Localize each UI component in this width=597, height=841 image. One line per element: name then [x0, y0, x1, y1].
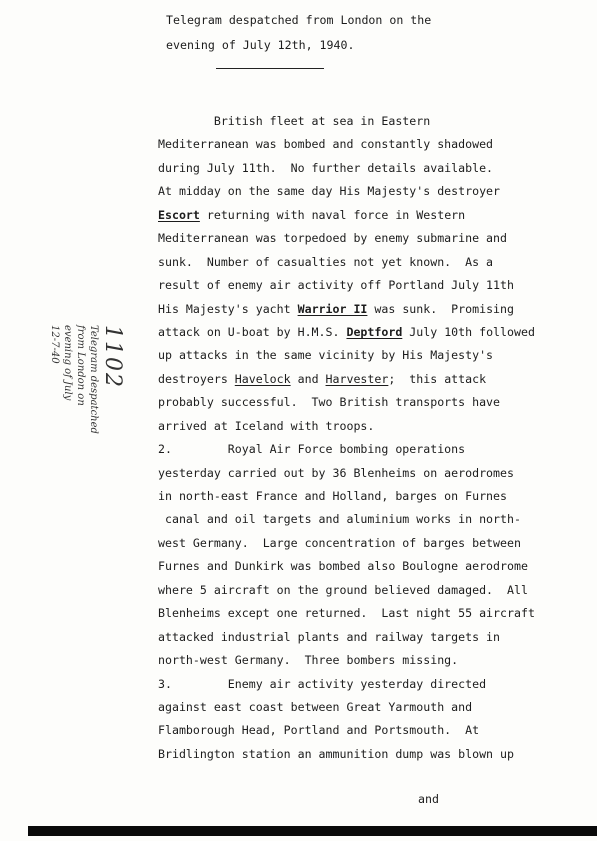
- telegram-header: [166, 8, 431, 58]
- header-line-2: evening of July 12th, 1940.: [166, 38, 355, 52]
- body-text: July 10th followed: [402, 324, 535, 339]
- body-line: [158, 532, 588, 555]
- body-line: [158, 368, 588, 391]
- body-line: [158, 602, 588, 625]
- body-line: [158, 344, 588, 367]
- body-text: 2. Royal Air Force bombing operations: [158, 442, 466, 457]
- header-line-1: Telegram despatched from London on the: [166, 13, 432, 27]
- body-text: 3. Enemy air activity yesterday directed: [158, 676, 487, 691]
- body-text: result of enemy air activity off Portland July 11th: [158, 278, 514, 293]
- body-line: [158, 391, 588, 414]
- body-line: [158, 743, 588, 766]
- body-line: [158, 673, 588, 696]
- body-text: destroyers: [158, 371, 235, 386]
- body-text: canal and oil targets and aluminium works in north-: [158, 512, 521, 527]
- body-line: [158, 133, 588, 156]
- body-line: [158, 438, 588, 461]
- body-text: Blenheims except one returned. Last night 55 aircraft: [158, 606, 535, 621]
- emphasized-text: Harvester: [325, 371, 389, 386]
- body-line: [158, 180, 588, 203]
- body-text: attack on U-boat by H.M.S.: [158, 324, 347, 339]
- body-text: west Germany. Large concentration of barges between: [158, 535, 521, 550]
- body-text: At midday on the same day His Majesty's destroyer: [158, 184, 501, 199]
- body-text: His Majesty's yacht: [158, 301, 298, 316]
- body-text: Bridlington station an ammunition dump was blown up: [158, 746, 514, 761]
- margin-note-line: 12-7-40: [49, 325, 60, 364]
- body-text: where 5 aircraft on the ground believed damaged. All: [158, 582, 528, 597]
- body-text: British fleet at sea in Eastern: [158, 114, 431, 128]
- body-line: [158, 251, 588, 274]
- body-text: Flamborough Head, Portland and Portsmouth. At: [158, 723, 480, 738]
- emphasized-text: Warrior II: [297, 301, 368, 316]
- body-line: [158, 696, 588, 719]
- emphasized-text: Escort: [158, 207, 200, 222]
- emphasized-text: Havelock: [234, 371, 291, 386]
- scan-edge-bar: [28, 826, 597, 836]
- header-divider: [216, 68, 324, 69]
- margin-note-line: from London on: [75, 325, 86, 406]
- body-line: [158, 626, 588, 649]
- body-line: [158, 415, 588, 438]
- body-text: Furnes and Dunkirk was bombed also Boulogne aerodrome: [158, 559, 528, 574]
- body-line: [158, 157, 588, 180]
- body-text: and: [290, 371, 326, 386]
- body-line: [158, 508, 588, 531]
- margin-note-line: Telegram despatched: [88, 325, 99, 434]
- catchword: and: [418, 792, 439, 806]
- body-line: [158, 298, 588, 321]
- body-text: attacked industrial plants and railway targets in: [158, 629, 501, 644]
- body-text: arrived at Iceland with troops.: [158, 418, 375, 433]
- body-line: [158, 274, 588, 297]
- body-text: during July 11th. No further details available.: [158, 160, 494, 175]
- margin-note-line: evening of July: [62, 325, 73, 401]
- body-line: [158, 462, 588, 485]
- handwritten-margin-note: [35, 325, 125, 475]
- body-text: was sunk. Promising: [367, 301, 515, 316]
- body-line: [158, 579, 588, 602]
- body-line: [158, 649, 588, 672]
- margin-note-number: 1102: [100, 325, 125, 389]
- body-line: [158, 227, 588, 250]
- body-text: in north-east France and Holland, barges on Furnes: [158, 489, 508, 503]
- body-line: [158, 485, 588, 508]
- telegram-body: [158, 110, 588, 766]
- body-text: Mediterranean was torpedoed by enemy submarine and: [158, 231, 508, 246]
- body-line: [158, 719, 588, 742]
- body-text: returning with naval force in Western: [199, 207, 466, 222]
- emphasized-text: Deptford: [346, 324, 403, 339]
- body-line: [158, 321, 588, 344]
- body-text: north-west Germany. Three bombers missing.: [158, 653, 459, 668]
- body-text: up attacks in the same vicinity by His Majesty's: [158, 348, 494, 363]
- body-text: against east coast between Great Yarmouth and: [158, 699, 473, 714]
- body-text: sunk. Number of casualties not yet known. As a: [158, 254, 494, 269]
- body-text: Mediterranean was bombed and constantly shadowed: [158, 137, 494, 152]
- body-line: [158, 555, 588, 578]
- body-line: [158, 204, 588, 227]
- body-text: yesterday carried out by 36 Blenheims on aerodromes: [158, 465, 514, 480]
- body-text: probably successful. Two British transports have: [158, 395, 501, 410]
- body-text: ; this attack: [388, 371, 487, 386]
- body-line: [158, 110, 588, 133]
